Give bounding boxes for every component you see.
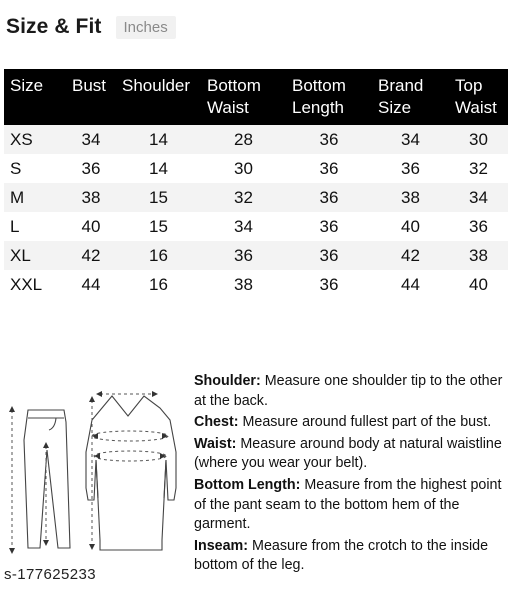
size-cell: XXL xyxy=(10,274,43,294)
guide-item-waist: Waist: Measure around body at natural waistline (where you wear your belt). xyxy=(194,435,502,472)
measurement-illustration xyxy=(0,380,190,590)
brand-size-cell: 40 xyxy=(401,216,420,236)
shoulder-cell: 14 xyxy=(149,129,168,149)
guide-item-bottom-length: Bottom Length: Measure from the highest point of the pant seam to the bottom hem of the garment. xyxy=(194,476,502,533)
bust-cell: 42 xyxy=(81,245,101,265)
size-cell: XL xyxy=(10,245,31,265)
bottom-waist-cell: 30 xyxy=(234,158,253,178)
bottom-waist-cell: 36 xyxy=(234,245,253,265)
table-row xyxy=(4,183,508,212)
dress-outline xyxy=(86,396,176,550)
size-cell: XS xyxy=(10,129,33,149)
column-header-size: Size xyxy=(10,76,44,95)
bust-cell: 40 xyxy=(81,216,101,236)
watermark-id: s-177625233 xyxy=(4,566,96,583)
shoulder-cell: 15 xyxy=(149,187,168,207)
bottom-length-cell: 36 xyxy=(319,216,339,236)
bottom-length-cell: 36 xyxy=(319,274,339,294)
brand-size-cell: 42 xyxy=(401,245,420,265)
table-row xyxy=(4,270,508,299)
shoulder-cell: 16 xyxy=(149,274,168,294)
brand-size-cell: 36 xyxy=(401,158,420,178)
top-waist-cell: 34 xyxy=(469,187,488,207)
shoulder-cell: 16 xyxy=(149,245,168,265)
bust-cell: 38 xyxy=(81,187,101,207)
guide-item-shoulder: Shoulder: Measure one shoulder tip to the other at the back. xyxy=(194,373,503,409)
brand-size-cell: 44 xyxy=(401,274,420,294)
column-header-brand-size: Brand Size xyxy=(378,76,424,117)
pants-outline xyxy=(24,410,70,548)
table-row xyxy=(4,125,508,154)
bottom-waist-cell: 38 xyxy=(234,274,253,294)
column-header-bottom-waist: Bottom Waist xyxy=(207,76,261,117)
bottom-length-cell: 36 xyxy=(319,158,339,178)
bottom-waist-cell: 32 xyxy=(234,187,253,207)
shoulder-cell: 15 xyxy=(149,216,168,236)
column-header-shoulder: Shoulder xyxy=(122,76,191,95)
bottom-length-cell: 36 xyxy=(319,245,339,265)
table-row xyxy=(4,212,508,241)
top-waist-cell: 36 xyxy=(469,216,488,236)
top-waist-cell: 30 xyxy=(469,129,488,149)
column-header-bust: Bust xyxy=(72,76,107,95)
bottom-waist-cell: 28 xyxy=(234,129,253,149)
top-waist-cell: 32 xyxy=(469,158,488,178)
top-waist-cell: 38 xyxy=(469,245,488,265)
column-header-bottom-length: Bottom Length xyxy=(292,76,346,117)
guide-item-chest: Chest: Measure around fullest part of the bust. xyxy=(194,414,492,431)
unit-badge: Inches xyxy=(116,16,176,39)
size-cell: M xyxy=(10,187,25,207)
bottom-length-cell: 36 xyxy=(319,129,339,149)
table-row xyxy=(4,154,508,183)
bust-cell: 36 xyxy=(81,158,101,178)
shoulder-cell: 14 xyxy=(149,158,168,178)
bottom-waist-cell: 34 xyxy=(234,216,253,236)
column-header-top-waist: Top Waist xyxy=(455,76,497,117)
table-row xyxy=(4,241,508,270)
bottom-length-cell: 36 xyxy=(319,187,339,207)
brand-size-cell: 34 xyxy=(401,129,420,149)
size-fit-title: Size & Fit xyxy=(6,15,102,38)
brand-size-cell: 38 xyxy=(401,187,420,207)
top-waist-cell: 40 xyxy=(469,274,488,294)
bust-cell: 34 xyxy=(81,129,101,149)
table-header-row xyxy=(4,69,508,125)
size-chart-table xyxy=(4,69,508,299)
bust-cell: 44 xyxy=(81,274,101,294)
garment-diagram xyxy=(0,380,190,590)
size-cell: L xyxy=(10,216,20,236)
size-fit-header xyxy=(6,12,176,42)
guide-item-inseam: Inseam: Measure from the crotch to the inside bottom of the leg. xyxy=(194,537,489,574)
size-cell: S xyxy=(10,158,22,178)
measurement-guide xyxy=(194,372,506,578)
